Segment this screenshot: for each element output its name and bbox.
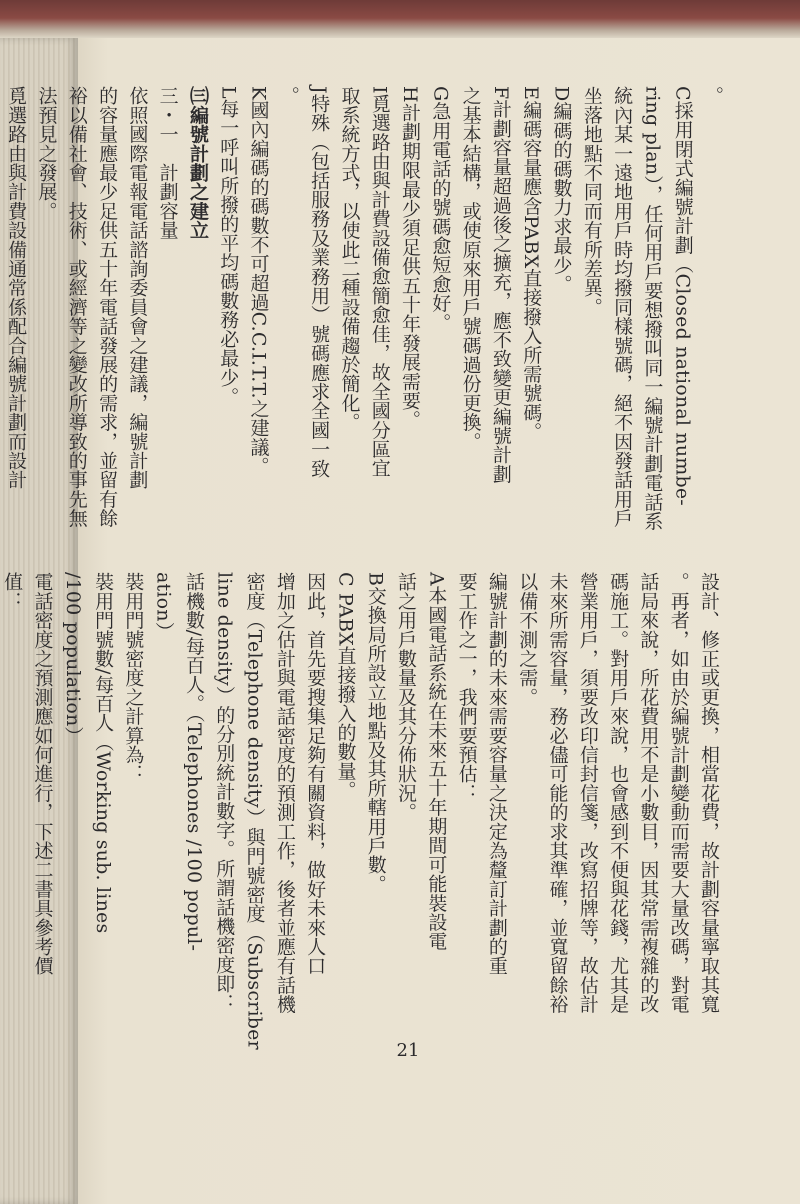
text-column: 統內某一遠地用戶時均撥同樣號碼，絕不因發話用戶 [611,86,634,528]
text-column: L每一呼叫所撥的平均碼數務必最少。 [217,86,240,407]
text-column: 坐落地點不同而有所差異。 [580,86,603,317]
text-column: 。 [277,86,300,106]
text-column: 設計、修正或更換，相當花費，故計劃容量寧取其寬 [698,572,720,1014]
text-column: 電話密度之預測應如何進行，下述二書具參考價 [31,572,54,976]
text-column: 密度（Telephone density）與門號密度（Subscriber [243,572,266,1050]
text-column: 要工作之一，我們要預估： [455,572,478,803]
page-number: 21 [396,1040,420,1061]
text-column: C PABX直接撥入的數量。 [334,572,357,800]
text-column: 依照國際電報電話諮詢委員會之建議，編號計劃 [126,86,149,490]
text-column: K國內編碼的碼數不可超過C.C.I.T.T.之建議。 [247,86,270,476]
text-column: D編碼的碼數力求最少。 [550,86,573,294]
text-column: 值： [1,572,24,611]
text-column: 話之用戶數量及其分佈狀況。 [395,572,418,822]
text-column: E編碼容量應含PABX直接撥入所需號碼。 [520,86,543,442]
text-column: 三・一 計劃容量 [156,86,179,240]
text-column: 以備不測之需。 [516,572,539,707]
text-column: ation） [152,572,175,641]
text-column: J特殊（包括服務及業務用）號碼應求全國一致 [308,86,331,478]
text-column: 裝用門號數/每百人（Working sub. lines [92,572,115,934]
text-column: 營業用戶，須要改印信封信箋，改寫招牌等，故估計 [576,572,599,1014]
book-cover-top [0,0,800,38]
upper-text-block [5,86,728,556]
text-column: G急用電話的號碼愈短愈好。 [429,86,452,332]
text-column: 未來所需容量，務必儘可能的求其準確，並寬留餘裕 [546,572,569,1014]
text-column: 增加之估計與電話密度的預測工作，後者並應有話機 [273,572,296,1014]
text-column: ring plan），任何用戶要想撥叫同一編號計劃電話系 [641,86,664,531]
text-column: 之基本結構，或使原來用戶號碼過份更換。 [459,86,482,451]
text-column: 裝用門號密度之計算為： [122,572,145,784]
text-column: 話局來說，所花費用不是小數目，因其常需複雜的改 [637,572,660,1014]
text-column: line density）的分別統計數字。所謂話機密度即： [213,572,236,1013]
text-column: 碼施工。對用戶來說，也會感到不便與花錢，尤其是 [607,572,630,1014]
text-column: 。再者，如由於編號計劃變動而需要大量改碼，對電 [667,572,690,1014]
text-column: /100 population） [61,572,84,746]
text-column: C採用閉式編號計劃（Closed national numbe- [671,86,694,506]
text-column: 取系統方式，以使此二種設備趨於簡化。 [338,86,361,432]
text-column: I覓選路由與計費設備愈簡愈佳，故全國分區宜 [368,86,391,478]
text-column: B交換局所設立地點及其所轄用戶數。 [364,572,387,894]
text-column: 法預見之發展。 [35,86,58,221]
text-column: A本國電話系統在未來五十年期間可能裝設電 [425,572,448,951]
text-column: 因此，首先要搜集足夠有關資料，做好未來人口 [304,572,327,976]
text-column [0,86,1,556]
text-column: 編號計劃的未來需要容量之決定為釐訂計劃的重 [485,572,508,976]
text-column: H計劃期限最少須足供五十年發展需要。 [399,86,422,430]
text-column: F計劃容量超過後之擴充，應不致變更編號計劃 [489,86,512,484]
text-column: 。 [702,86,724,106]
text-column: 話機數/每百人。（Telephones /100 popul- [182,572,205,952]
text-column: 裕以備社會、技術、或經濟等之變改所導致的事先無 [65,86,88,528]
text-column: 覓選路由與計費設備通常係配合編號計劃而設計 [5,86,28,490]
lower-text-block [1,572,724,1050]
text-column: ㈢編號計劃之建立 [186,86,209,240]
text-column: 的容量應最少足供五十年電話發展的需求，並留有餘 [96,86,119,528]
